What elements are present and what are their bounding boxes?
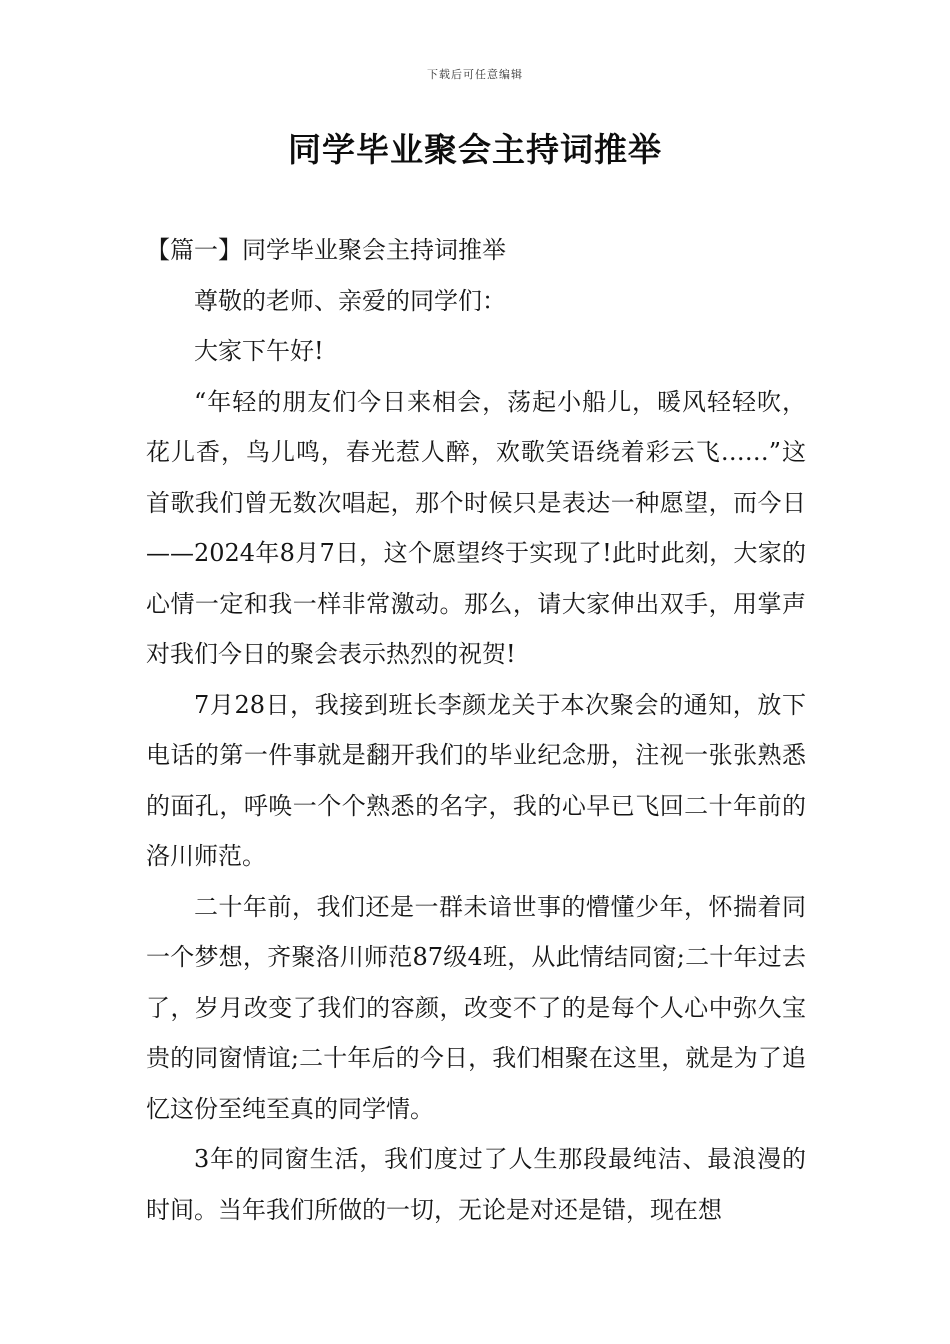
paragraph-three-years: 3年的同窗生活，我们度过了人生那段最纯洁、最浪漫的时间。当年我们所做的一切，无论是对还是错，现在想 [146,1145,806,1224]
paragraph-notice: 7月28日，我接到班长李颜龙关于本次聚会的通知，放下电话的第一件事就是翻开我们的毕业纪念册，注视一张张熟悉的面孔，呼唤一个个熟悉的名字，我的心早已飞回二十年前的洛川师范。 [146,690,806,870]
paragraph-salutation: 大家下午好! [194,337,324,365]
paragraph-twenty-years: 二十年前，我们还是一群未谙世事的懵懂少年，怀揣着同一个梦想，齐聚洛川师范87级4班，从此情结同窗;二十年过去了，岁月改变了我们的容颜，改变不了的是每个人心中弥久宝贵的同窗情谊;二十年后的今日，我们相聚在这里，就是为了追忆这份至纯至真的同学情。 [146,892,806,1123]
section-heading: 【篇一】同学毕业聚会主持词推举 [146,236,506,264]
page-header-note: 下载后可任意编辑 [427,68,523,81]
document-body [146,225,806,1235]
paragraph-song-opening: “年轻的朋友们今日来相会，荡起小船儿，暖风轻轻吹，花儿香，鸟儿鸣，春光惹人醉，欢歌笑语绕着彩云飞……”这首歌我们曾无数次唱起，那个时候只是表达一种愿望，而今日——2024年8月7日，这个愿望终于实现了!此时此刻，大家的心情一定和我一样非常激动。那么，请大家伸出双手，用掌声对我们今日的聚会表示热烈的祝贺! [146,387,806,668]
paragraph-greeting: 尊敬的老师、亲爱的同学们： [194,286,506,315]
document-title: 同学毕业聚会主持词推举 [288,130,662,169]
